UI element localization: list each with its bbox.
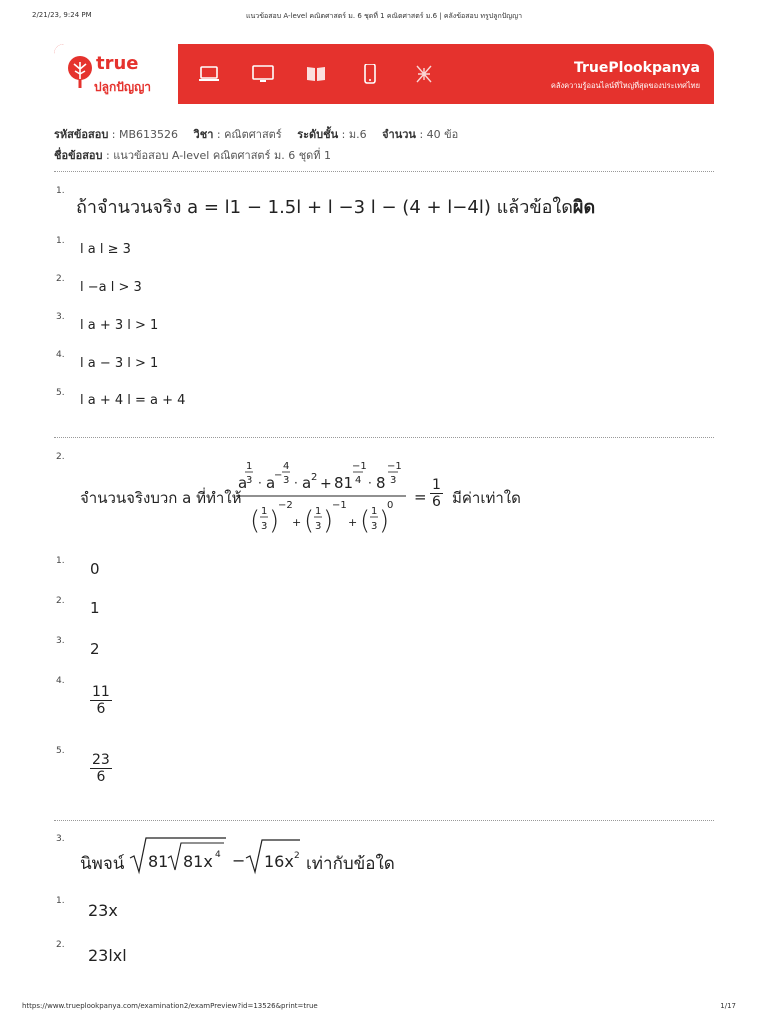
rhs-numerator: 1 bbox=[432, 477, 441, 493]
option-number: 4. bbox=[56, 676, 65, 686]
code-label: รหัสข้อสอบ bbox=[54, 128, 109, 141]
name-value: : แนวข้อสอบ A-level คณิตศาสตร์ ม. 6 ชุดที่ 1 bbox=[102, 149, 332, 162]
option-text[interactable]: l a + 3 l > 1 bbox=[80, 318, 159, 333]
option-number: 4. bbox=[56, 350, 65, 360]
mobile-icon[interactable] bbox=[359, 64, 381, 84]
question-1-body: ถ้าจำนวนจริง a = l1 − 1.5l + l −3 l − (4 + l−4l) แล้วข้อใด bbox=[76, 197, 573, 218]
question-3-prefix: นิพจน์ bbox=[80, 854, 125, 874]
option-numerator: 23 bbox=[92, 752, 110, 768]
option-number: 3. bbox=[56, 636, 65, 646]
rhs-denominator: 6 bbox=[432, 494, 441, 510]
svg-text:): ) bbox=[379, 506, 390, 536]
brand-tagline: คลังความรู้ออนไลน์ที่ใหญ่ที่สุดของประเทศไทย bbox=[550, 81, 700, 90]
svg-text:−1: −1 bbox=[387, 461, 402, 472]
divider bbox=[54, 171, 714, 172]
svg-text:4: 4 bbox=[215, 850, 221, 860]
logo-text-en: true bbox=[96, 53, 139, 74]
subject-value: : คณิตศาสตร์ bbox=[213, 128, 282, 141]
svg-text:4: 4 bbox=[355, 475, 362, 486]
svg-text:·: · bbox=[368, 476, 372, 490]
print-page-number: 1/17 bbox=[720, 1002, 736, 1010]
svg-text:1: 1 bbox=[246, 461, 253, 472]
svg-text:1: 1 bbox=[315, 506, 322, 517]
question-2-prefix: จำนวนจริงบวก a ที่ทำให้ bbox=[80, 489, 242, 507]
svg-text:a: a bbox=[302, 474, 312, 492]
svg-text:−: − bbox=[232, 851, 246, 870]
svg-text:2: 2 bbox=[294, 851, 300, 861]
svg-text:+: + bbox=[348, 516, 358, 529]
svg-text:−1: −1 bbox=[352, 461, 367, 472]
exam-meta-row2 bbox=[54, 145, 458, 166]
svg-text:): ) bbox=[269, 506, 280, 536]
option-text[interactable]: 1 bbox=[90, 599, 100, 617]
svg-text:·: · bbox=[294, 476, 298, 490]
svg-text:1: 1 bbox=[371, 506, 378, 517]
question-number: 1. bbox=[56, 186, 65, 196]
svg-text:3: 3 bbox=[246, 475, 253, 486]
brand-name: TruePlookpanya bbox=[574, 60, 700, 76]
option-text[interactable]: 2 bbox=[90, 640, 100, 658]
question-number: 3. bbox=[56, 834, 65, 844]
site-banner bbox=[54, 44, 714, 104]
question-3-suffix: เท่ากับข้อใด bbox=[306, 854, 395, 874]
book-icon[interactable] bbox=[305, 64, 327, 84]
divider bbox=[54, 437, 714, 438]
option-number: 1. bbox=[56, 896, 65, 906]
option-text[interactable]: l a l ≥ 3 bbox=[80, 242, 131, 257]
print-url[interactable]: https://www.trueplookpanya.com/examination2/examPreview?id=13526&print=true bbox=[22, 1002, 318, 1010]
svg-text:+: + bbox=[292, 516, 302, 529]
code-value: : MB613526 bbox=[108, 128, 179, 141]
question-1-text bbox=[76, 192, 595, 221]
svg-text:81: 81 bbox=[334, 474, 354, 492]
svg-text:a: a bbox=[238, 474, 248, 492]
level-value: : ม.6 bbox=[338, 128, 367, 141]
svg-text:16x: 16x bbox=[264, 852, 294, 871]
svg-text:8: 8 bbox=[376, 474, 386, 492]
option-numerator: 11 bbox=[92, 684, 110, 700]
option-number: 2. bbox=[56, 274, 65, 284]
option-fraction[interactable] bbox=[90, 684, 112, 717]
svg-text:(: ( bbox=[304, 506, 315, 536]
svg-text:4: 4 bbox=[283, 461, 290, 472]
svg-text:0: 0 bbox=[387, 500, 394, 511]
option-text[interactable]: l a + 4 l = a + 4 bbox=[80, 393, 186, 408]
count-label: จำนวน bbox=[382, 128, 416, 141]
svg-text:(: ( bbox=[250, 506, 261, 536]
option-denominator: 6 bbox=[96, 769, 106, 785]
exam-meta-row1 bbox=[54, 124, 458, 145]
svg-text:81: 81 bbox=[148, 852, 169, 871]
option-number: 3. bbox=[56, 312, 65, 322]
svg-text:3: 3 bbox=[315, 521, 322, 532]
svg-text:a: a bbox=[266, 474, 276, 492]
option-number: 5. bbox=[56, 746, 65, 756]
site-logo[interactable] bbox=[54, 44, 178, 104]
svg-text:3: 3 bbox=[261, 521, 268, 532]
level-label: ระดับชั้น bbox=[297, 128, 339, 141]
option-text[interactable]: 0 bbox=[90, 560, 100, 578]
option-text[interactable]: 23lxl bbox=[88, 946, 127, 965]
monitor-icon[interactable] bbox=[252, 64, 274, 84]
exam-meta bbox=[54, 124, 458, 166]
laptop-icon[interactable] bbox=[198, 64, 220, 84]
print-footer bbox=[22, 1002, 736, 1014]
svg-text:3: 3 bbox=[390, 475, 397, 486]
svg-text:(: ( bbox=[360, 506, 371, 536]
svg-text:81x: 81x bbox=[183, 852, 213, 871]
question-2-suffix: มีค่าเท่าใด bbox=[452, 489, 521, 507]
svg-text:2: 2 bbox=[311, 472, 318, 483]
option-number: 1. bbox=[56, 556, 65, 566]
svg-text:+: + bbox=[320, 476, 332, 492]
option-text[interactable]: 23x bbox=[88, 901, 118, 920]
svg-text:1: 1 bbox=[261, 506, 268, 517]
option-fraction[interactable] bbox=[90, 752, 112, 785]
subject-label: วิชา bbox=[193, 128, 214, 141]
name-label: ชื่อข้อสอบ bbox=[54, 149, 103, 162]
option-number: 5. bbox=[56, 388, 65, 398]
question-number: 2. bbox=[56, 452, 65, 462]
print-date: 2/21/23, 9:24 PM bbox=[32, 11, 92, 19]
option-denominator: 6 bbox=[96, 701, 106, 717]
option-text[interactable]: l a − 3 l > 1 bbox=[80, 356, 159, 371]
question-2-rhs bbox=[430, 477, 443, 510]
tree-logo-icon bbox=[66, 55, 94, 89]
print-title: แนวข้อสอบ A-level คณิตศาสตร์ ม. 6 ชุดที่ 1 คณิตศาสตร์ ม.6 | คลังข้อสอบ ทรูปลูกปัญญา bbox=[245, 12, 523, 20]
svg-text:3: 3 bbox=[283, 475, 290, 486]
print-header bbox=[32, 11, 736, 23]
question-2-formula bbox=[234, 456, 414, 538]
option-number: 2. bbox=[56, 596, 65, 606]
question-3-formula bbox=[128, 834, 304, 876]
svg-text:·: · bbox=[258, 476, 262, 490]
count-value: : 40 ข้อ bbox=[415, 128, 459, 141]
svg-text:): ) bbox=[323, 506, 334, 536]
question-2-equals: = bbox=[414, 488, 427, 506]
divider bbox=[54, 820, 714, 821]
option-number: 1. bbox=[56, 236, 65, 246]
sparkle-icon[interactable] bbox=[413, 64, 435, 84]
logo-text-th: ปลูกปัญญา bbox=[94, 80, 152, 94]
svg-text:−: − bbox=[274, 470, 283, 481]
option-number: 2. bbox=[56, 940, 65, 950]
svg-text:−1: −1 bbox=[332, 500, 347, 511]
svg-text:−2: −2 bbox=[278, 500, 293, 511]
question-1-emphasis: ผิด bbox=[572, 197, 596, 218]
option-text[interactable]: l −a l > 3 bbox=[80, 280, 142, 295]
svg-text:3: 3 bbox=[371, 521, 378, 532]
